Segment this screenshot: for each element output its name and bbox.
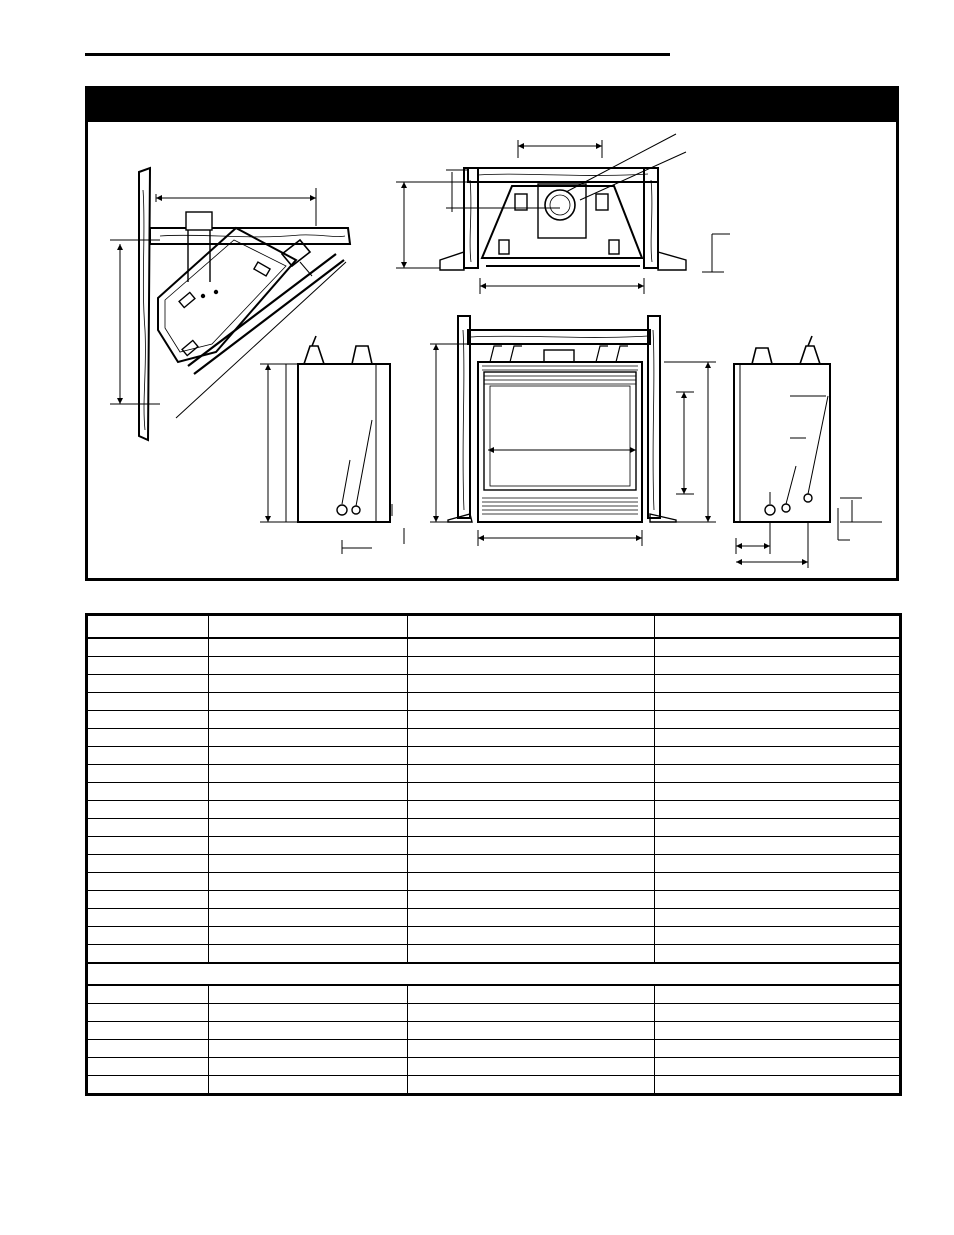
table-cell <box>655 675 901 693</box>
table-cell <box>87 711 209 729</box>
table-cell <box>209 1004 408 1022</box>
table-cell <box>209 927 408 945</box>
table-cell <box>408 801 655 819</box>
table-cell <box>87 819 209 837</box>
table-cell <box>408 675 655 693</box>
table-cell <box>655 837 901 855</box>
table-cell <box>209 765 408 783</box>
table-cell <box>209 1040 408 1058</box>
table-cell <box>655 1040 901 1058</box>
fireplace-drawing <box>88 89 896 578</box>
table-cell <box>87 1022 209 1040</box>
table-cell <box>209 729 408 747</box>
table-row <box>87 837 901 855</box>
table-header-cell <box>87 615 209 639</box>
table-cell <box>209 985 408 1004</box>
table-cell <box>87 985 209 1004</box>
table-section-label <box>87 963 901 985</box>
table-cell <box>655 783 901 801</box>
table-cell <box>87 801 209 819</box>
table-header-cell <box>408 615 655 639</box>
table-row <box>87 675 901 693</box>
table-cell <box>87 945 209 964</box>
table-cell <box>87 837 209 855</box>
table-cell <box>209 873 408 891</box>
table-row <box>87 945 901 964</box>
table-cell <box>655 765 901 783</box>
table-cell <box>655 819 901 837</box>
table-row <box>87 1022 901 1040</box>
table-header-cell <box>209 615 408 639</box>
table-cell <box>408 1058 655 1076</box>
table-cell <box>408 693 655 711</box>
table-cell <box>87 909 209 927</box>
table-cell <box>209 801 408 819</box>
table-row <box>87 927 901 945</box>
table-cell <box>655 693 901 711</box>
table-cell <box>655 729 901 747</box>
table-cell <box>87 1076 209 1095</box>
table-cell <box>87 891 209 909</box>
table-cell <box>87 638 209 657</box>
table-cell <box>655 909 901 927</box>
table-cell <box>408 1076 655 1095</box>
table-cell <box>655 657 901 675</box>
table-cell <box>209 945 408 964</box>
table-cell <box>655 873 901 891</box>
table-cell <box>408 765 655 783</box>
table-cell <box>655 1022 901 1040</box>
table-cell <box>408 729 655 747</box>
table-cell <box>655 747 901 765</box>
table-cell <box>408 837 655 855</box>
table-cell <box>655 927 901 945</box>
table-cell <box>408 638 655 657</box>
table-header-row <box>87 615 901 639</box>
table-cell <box>408 891 655 909</box>
table-cell <box>87 927 209 945</box>
table-cell <box>209 837 408 855</box>
table-cell <box>209 783 408 801</box>
table-cell <box>408 711 655 729</box>
table-cell <box>209 675 408 693</box>
top-rule <box>85 53 670 56</box>
table-cell <box>87 855 209 873</box>
table-cell <box>209 909 408 927</box>
table-cell <box>87 765 209 783</box>
table-cell <box>408 909 655 927</box>
table-row <box>87 765 901 783</box>
table-row <box>87 638 901 657</box>
table-cell <box>87 729 209 747</box>
table-row <box>87 909 901 927</box>
table-cell <box>209 711 408 729</box>
table-cell <box>655 891 901 909</box>
table-cell <box>655 1004 901 1022</box>
table-row <box>87 783 901 801</box>
top-plan-view <box>396 134 730 294</box>
table-cell <box>87 1004 209 1022</box>
table-cell <box>408 945 655 964</box>
table-cell <box>408 1040 655 1058</box>
table-row <box>87 1076 901 1095</box>
table-cell <box>408 783 655 801</box>
table-cell <box>209 819 408 837</box>
table-cell <box>408 1022 655 1040</box>
table-cell <box>209 693 408 711</box>
table-cell <box>655 638 901 657</box>
table-row <box>87 693 901 711</box>
table-cell <box>87 675 209 693</box>
table-cell <box>209 1022 408 1040</box>
table-cell <box>408 855 655 873</box>
table-cell <box>209 747 408 765</box>
table-cell <box>408 747 655 765</box>
table-header-cell <box>655 615 901 639</box>
table-cell <box>87 1040 209 1058</box>
table-cell <box>209 1058 408 1076</box>
table-row <box>87 711 901 729</box>
table-cell <box>408 819 655 837</box>
table-row <box>87 657 901 675</box>
table-cell <box>655 945 901 964</box>
left-side-view <box>260 336 404 554</box>
table-row <box>87 873 901 891</box>
table-cell <box>408 873 655 891</box>
right-side-view <box>734 336 882 568</box>
dimension-figure <box>85 86 899 581</box>
table-row <box>87 1004 901 1022</box>
corner-plan-view <box>110 168 350 440</box>
table-cell <box>87 1058 209 1076</box>
table-cell <box>655 711 901 729</box>
table-row <box>87 729 901 747</box>
table-section-row <box>87 963 901 985</box>
table-cell <box>87 693 209 711</box>
table-cell <box>408 1004 655 1022</box>
table-cell <box>209 657 408 675</box>
table-row <box>87 801 901 819</box>
front-view <box>430 316 716 546</box>
table-cell <box>87 747 209 765</box>
table-cell <box>655 801 901 819</box>
table-row <box>87 855 901 873</box>
table-row <box>87 747 901 765</box>
table-cell <box>408 657 655 675</box>
specification-table <box>85 613 902 1096</box>
table-row <box>87 891 901 909</box>
table-cell <box>408 927 655 945</box>
table-cell <box>408 985 655 1004</box>
table-row <box>87 819 901 837</box>
table-cell <box>655 855 901 873</box>
table-cell <box>209 1076 408 1095</box>
table-cell <box>209 638 408 657</box>
table-cell <box>655 1076 901 1095</box>
table-cell <box>87 873 209 891</box>
table-cell <box>209 891 408 909</box>
table-cell <box>655 985 901 1004</box>
table-row <box>87 985 901 1004</box>
table-cell <box>655 1058 901 1076</box>
table-cell <box>209 855 408 873</box>
table-row <box>87 1040 901 1058</box>
table-cell <box>87 657 209 675</box>
table-row <box>87 1058 901 1076</box>
table-cell <box>87 783 209 801</box>
